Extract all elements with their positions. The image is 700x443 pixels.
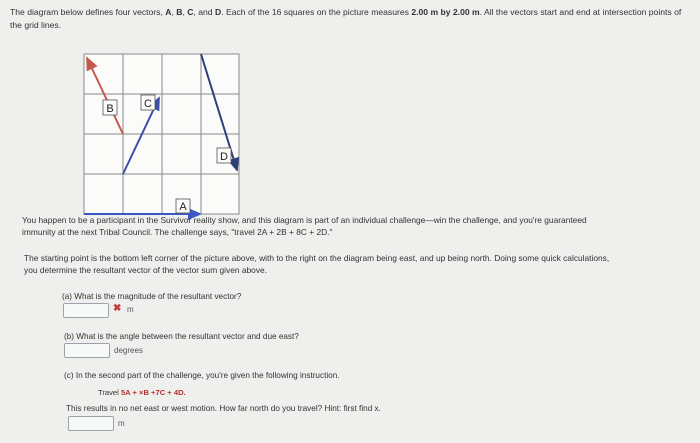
vector-b-ref: B (176, 7, 183, 17)
vector-a-ref: A (165, 7, 172, 17)
vector-d-ref: D (214, 7, 222, 17)
vector-c-label: C (144, 98, 152, 110)
travel-instruction: Travel 5A + ×B +7C + 4D. (98, 388, 186, 397)
question-c-followup: This results in no net east or west motion. How far north do you travel? Hint: first find x. (66, 404, 381, 413)
question-c-unit: m (118, 419, 125, 428)
vector-b-label: B (106, 103, 114, 115)
question-a-label: (a) What is the magnitude of the resultant vector? (62, 292, 242, 301)
vector-a-label: A (179, 201, 187, 213)
question-a-answer-field[interactable] (63, 303, 109, 318)
problem-intro: The diagram below defines four vectors, A, B, C, and D. Each of the 16 squares on the picture measures 2.00 m by 2.00 m. All the vectors start and end at intersection points of the grid lines. (10, 7, 682, 30)
start-point-paragraph: The starting point is the bottom left corner of the picture above, with to the right on the diagram being east, and up being north. Doing some quick calculations, you determine the resultant vector of the vector sum given above. (24, 253, 610, 275)
question-b-label: (b) What is the angle between the resultant vector and due east? (64, 332, 299, 341)
square-size: 2.00 m by 2.00 m (411, 7, 480, 17)
question-c-answer-field[interactable] (68, 416, 114, 431)
grid (84, 54, 239, 214)
vector-c-ref: C (187, 7, 194, 17)
question-a-unit: m (127, 305, 134, 314)
scenario-paragraph: You happen to be a participant in the Survivor reality show, and this diagram is part of an individual challenge—win the challenge, and you're guaranteed immunity at the next Tribal Council. The challenge says, "travel 2A + 2B + 8C + 2D." (22, 215, 587, 237)
incorrect-x-icon: ✖ (113, 303, 122, 314)
question-b-unit: degrees (114, 346, 143, 355)
question-c-label: (c) In the second part of the challenge, you're given the following instruction. (64, 371, 340, 380)
question-b-answer-field[interactable] (64, 343, 110, 358)
vector-d-label: D (220, 151, 228, 163)
